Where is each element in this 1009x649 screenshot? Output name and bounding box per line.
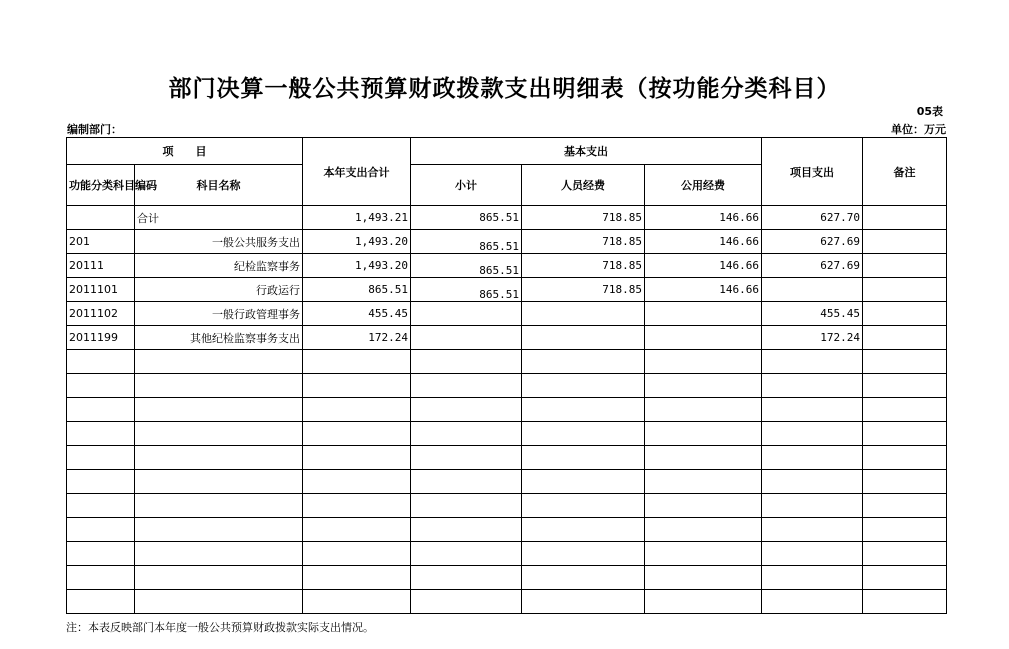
empty-cell	[762, 494, 863, 518]
cell-code: 2011102	[67, 302, 135, 326]
empty-cell	[67, 590, 135, 614]
cell-total: 1,493.21	[303, 206, 411, 230]
empty-cell	[522, 590, 645, 614]
cell-remark	[863, 230, 947, 254]
header-remark: 备注	[863, 138, 947, 206]
empty-cell	[411, 542, 522, 566]
cell-total: 455.45	[303, 302, 411, 326]
empty-cell	[411, 398, 522, 422]
empty-cell	[135, 350, 303, 374]
empty-cell	[522, 374, 645, 398]
header-subtotal: 小计	[411, 165, 522, 206]
cell-name: 合计	[135, 206, 303, 230]
cell-public: 146.66	[645, 278, 762, 302]
empty-row	[67, 590, 947, 614]
empty-cell	[135, 422, 303, 446]
empty-cell	[762, 566, 863, 590]
empty-cell	[303, 518, 411, 542]
cell-total: 1,493.20	[303, 254, 411, 278]
empty-cell	[645, 422, 762, 446]
empty-cell	[411, 518, 522, 542]
empty-cell	[411, 494, 522, 518]
empty-cell	[303, 374, 411, 398]
empty-cell	[762, 350, 863, 374]
empty-cell	[863, 566, 947, 590]
empty-cell	[762, 590, 863, 614]
empty-cell	[67, 494, 135, 518]
cell-name: 行政运行	[135, 278, 303, 302]
empty-cell	[863, 398, 947, 422]
cell-personnel	[522, 302, 645, 326]
header-item: 项 目	[67, 138, 303, 165]
header-public: 公用经费	[645, 165, 762, 206]
header-personnel: 人员经费	[522, 165, 645, 206]
page-title: 部门决算一般公共预算财政拨款支出明细表（按功能分类科目）	[168, 76, 841, 102]
empty-row	[67, 542, 947, 566]
empty-cell	[762, 398, 863, 422]
empty-cell	[135, 470, 303, 494]
cell-public: 146.66	[645, 206, 762, 230]
empty-cell	[303, 350, 411, 374]
header-project: 项目支出	[762, 138, 863, 206]
empty-cell	[522, 566, 645, 590]
empty-cell	[522, 446, 645, 470]
cell-remark	[863, 254, 947, 278]
empty-cell	[762, 422, 863, 446]
cell-code: 20111	[67, 254, 135, 278]
empty-row	[67, 446, 947, 470]
empty-row	[67, 422, 947, 446]
cell-name: 其他纪检监察事务支出	[135, 326, 303, 350]
header-basic: 基本支出	[411, 138, 762, 165]
empty-row	[67, 494, 947, 518]
empty-cell	[303, 446, 411, 470]
empty-cell	[303, 590, 411, 614]
cell-public: 146.66	[645, 230, 762, 254]
empty-cell	[67, 350, 135, 374]
empty-cell	[411, 470, 522, 494]
empty-cell	[863, 590, 947, 614]
empty-cell	[522, 494, 645, 518]
cell-subtotal: 865.51	[411, 230, 522, 254]
empty-cell	[645, 446, 762, 470]
table-row	[67, 302, 947, 326]
empty-cell	[135, 566, 303, 590]
empty-cell	[863, 422, 947, 446]
form-number: 05表	[916, 105, 943, 118]
empty-cell	[303, 542, 411, 566]
cell-name: 纪检监察事务	[135, 254, 303, 278]
empty-cell	[411, 350, 522, 374]
cell-code: 2011101	[67, 278, 135, 302]
empty-cell	[522, 518, 645, 542]
cell-remark	[863, 326, 947, 350]
empty-cell	[135, 518, 303, 542]
table-row	[67, 254, 947, 278]
empty-cell	[522, 470, 645, 494]
header-name: 科目名称	[135, 165, 303, 206]
empty-cell	[135, 446, 303, 470]
table-row	[67, 326, 947, 350]
empty-cell	[135, 398, 303, 422]
cell-public: 146.66	[645, 254, 762, 278]
table-row	[67, 206, 947, 230]
empty-cell	[522, 398, 645, 422]
empty-cell	[762, 542, 863, 566]
cell-project	[762, 278, 863, 302]
empty-cell	[645, 350, 762, 374]
empty-cell	[67, 446, 135, 470]
empty-cell	[135, 542, 303, 566]
cell-total: 1,493.20	[303, 230, 411, 254]
cell-personnel	[522, 326, 645, 350]
empty-cell	[67, 518, 135, 542]
empty-cell	[863, 374, 947, 398]
empty-row	[67, 398, 947, 422]
empty-cell	[411, 422, 522, 446]
empty-cell	[135, 590, 303, 614]
empty-cell	[522, 350, 645, 374]
department-label: 编制部门：	[67, 123, 122, 136]
cell-project: 455.45	[762, 302, 863, 326]
header-code: 功能分类科目编码	[67, 165, 135, 206]
cell-code	[67, 206, 135, 230]
empty-row	[67, 374, 947, 398]
empty-cell	[762, 446, 863, 470]
empty-cell	[67, 422, 135, 446]
empty-cell	[645, 470, 762, 494]
empty-cell	[67, 542, 135, 566]
empty-cell	[645, 494, 762, 518]
empty-cell	[863, 494, 947, 518]
empty-cell	[135, 494, 303, 518]
cell-personnel: 718.85	[522, 278, 645, 302]
cell-total: 865.51	[303, 278, 411, 302]
empty-cell	[863, 470, 947, 494]
empty-cell	[303, 566, 411, 590]
cell-remark	[863, 206, 947, 230]
empty-cell	[645, 566, 762, 590]
empty-cell	[135, 374, 303, 398]
footnote: 注：本表反映部门本年度一般公共预算财政拨款实际支出情况。	[66, 621, 374, 634]
empty-row	[67, 470, 947, 494]
empty-cell	[762, 374, 863, 398]
empty-cell	[645, 398, 762, 422]
header-total: 本年支出合计	[303, 138, 411, 206]
empty-row	[67, 518, 947, 542]
empty-cell	[645, 518, 762, 542]
cell-public	[645, 302, 762, 326]
empty-cell	[67, 398, 135, 422]
cell-personnel: 718.85	[522, 230, 645, 254]
cell-subtotal: 865.51	[411, 254, 522, 278]
empty-cell	[67, 470, 135, 494]
empty-row	[67, 566, 947, 590]
cell-name: 一般公共服务支出	[135, 230, 303, 254]
cell-remark	[863, 278, 947, 302]
unit-label: 单位：万元	[891, 123, 946, 136]
empty-cell	[522, 542, 645, 566]
empty-cell	[863, 542, 947, 566]
cell-subtotal	[411, 302, 522, 326]
cell-subtotal	[411, 326, 522, 350]
empty-cell	[411, 374, 522, 398]
cell-personnel: 718.85	[522, 206, 645, 230]
empty-cell	[303, 470, 411, 494]
cell-code: 2011199	[67, 326, 135, 350]
empty-cell	[863, 446, 947, 470]
cell-name: 一般行政管理事务	[135, 302, 303, 326]
cell-total: 172.24	[303, 326, 411, 350]
cell-personnel: 718.85	[522, 254, 645, 278]
empty-cell	[67, 374, 135, 398]
empty-cell	[411, 446, 522, 470]
empty-cell	[303, 494, 411, 518]
cell-public	[645, 326, 762, 350]
empty-cell	[645, 542, 762, 566]
table-row	[67, 230, 947, 254]
table-row	[67, 278, 947, 302]
empty-cell	[863, 518, 947, 542]
cell-project: 627.69	[762, 254, 863, 278]
cell-code: 201	[67, 230, 135, 254]
empty-cell	[863, 350, 947, 374]
cell-project: 627.70	[762, 206, 863, 230]
empty-cell	[522, 422, 645, 446]
cell-subtotal: 865.51	[411, 206, 522, 230]
empty-cell	[645, 374, 762, 398]
cell-project: 172.24	[762, 326, 863, 350]
empty-cell	[303, 398, 411, 422]
expenditure-table	[66, 137, 947, 614]
cell-project: 627.69	[762, 230, 863, 254]
cell-remark	[863, 302, 947, 326]
cell-subtotal: 865.51	[411, 278, 522, 302]
empty-cell	[762, 470, 863, 494]
empty-cell	[67, 566, 135, 590]
empty-cell	[411, 590, 522, 614]
empty-cell	[645, 590, 762, 614]
empty-row	[67, 350, 947, 374]
empty-cell	[762, 518, 863, 542]
empty-cell	[411, 566, 522, 590]
empty-cell	[303, 422, 411, 446]
